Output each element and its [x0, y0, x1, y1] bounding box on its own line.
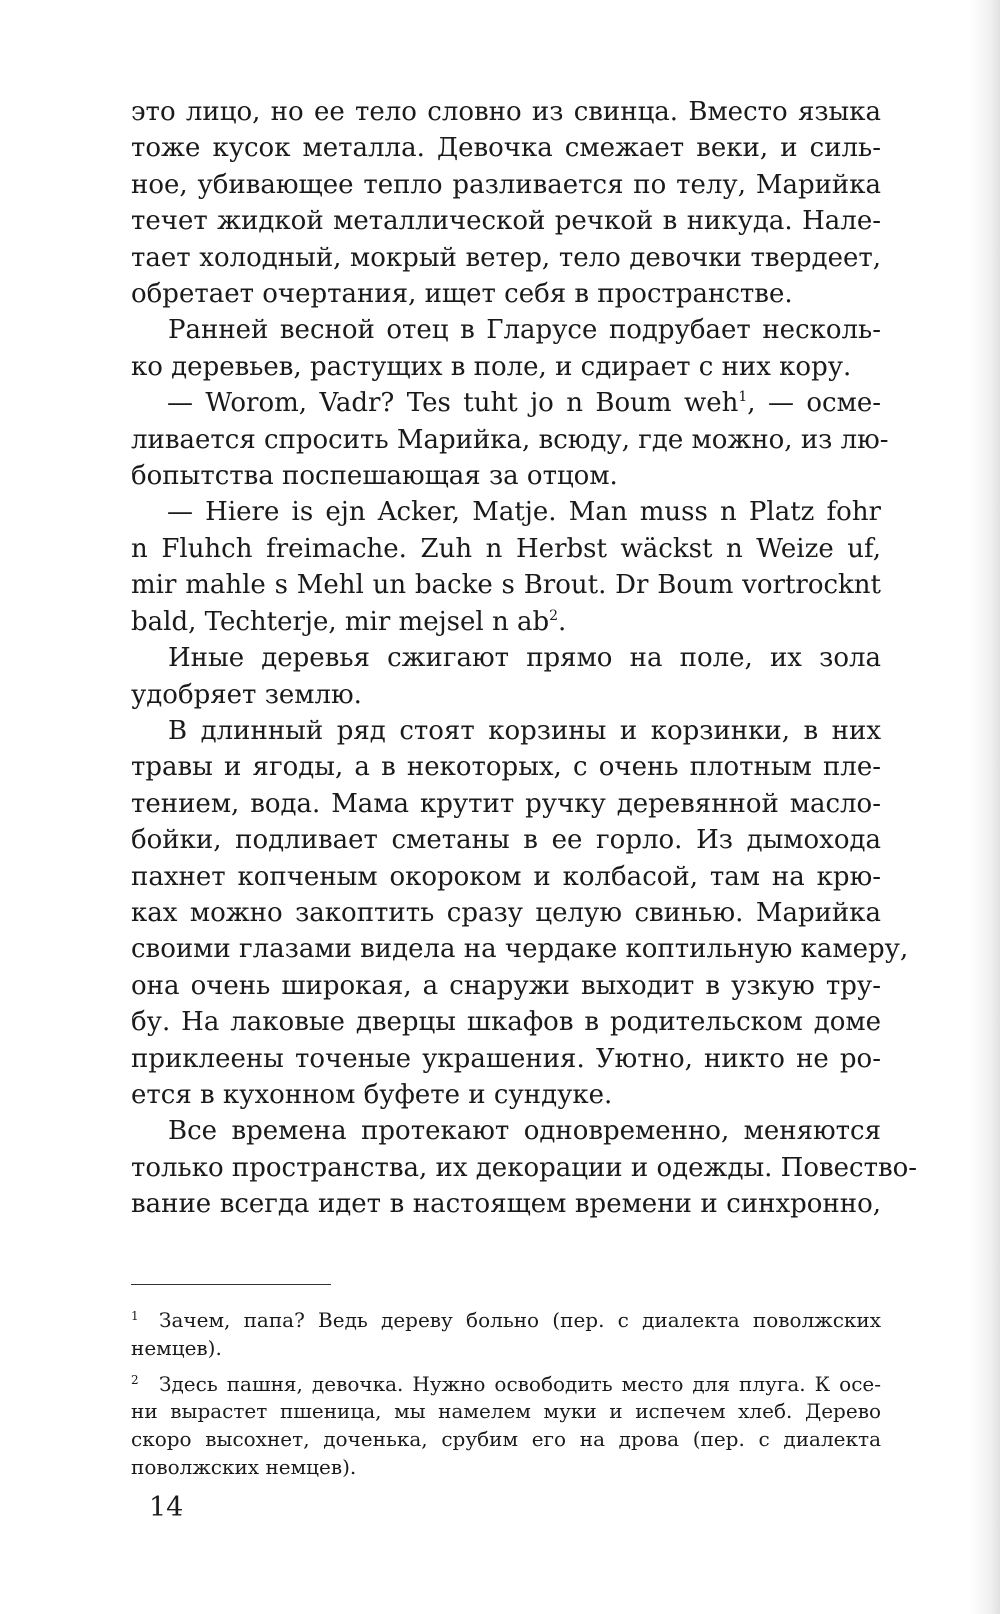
footnote-text: Зачем, папа? Ведь дереву больно (пер. с диалекта поволжских — [159, 1308, 881, 1332]
text-line: ное, убивающее тепло разливается по телу, Марийка — [131, 169, 881, 200]
text-line: бойки, подливает сметаны в ее горло. Из дымохода — [131, 825, 881, 856]
text-line: бу. На лаковые дверцы шкафов в родительском доме — [131, 1007, 881, 1038]
text-line: приклеены точеные украшения. Уютно, никто не ро- — [131, 1043, 881, 1074]
text-line — [131, 385, 881, 421]
footnote-line — [131, 1303, 881, 1335]
footnote-line: скоро высохнет, доченька, срубим его на дрова (пер. с диалекта — [131, 1427, 881, 1452]
footnote-2 — [131, 1367, 881, 1482]
dialogue-text: bald, Techterje, mir mejsel n ab — [131, 606, 550, 637]
text-line: ко деревьев, растущих в поле, и сдирает с них кору. — [131, 351, 852, 382]
footnote-ref-2[interactable]: 2 — [549, 607, 559, 624]
text-line: своими глазами видела на чердаке коптильную камеру, — [131, 934, 909, 965]
text-line: тоже кусок металла. Девочка смежает веки, и силь- — [131, 133, 881, 164]
text-line: удобряет землю. — [131, 679, 362, 710]
footnote-line: немцев). — [131, 1335, 222, 1360]
footnote-ref-1[interactable]: 1 — [738, 389, 748, 406]
text-line: течет жидкой металлической речкой в никуда. Нале- — [131, 206, 881, 237]
text-line: травы и ягоды, а в некоторых, с очень плотным пле- — [131, 752, 881, 783]
paragraph-6 — [131, 713, 909, 1113]
footnote-line: поволжских немцев). — [131, 1454, 357, 1479]
text-line — [131, 604, 881, 640]
text-line: В длинный ряд стоят корзины и корзинки, в них — [168, 715, 881, 746]
text-line: обретает очертания, ищет себя в пространстве. — [131, 279, 793, 310]
text-line: это лицо, но ее тело словно из свинца. Вместо языка — [131, 97, 881, 127]
footnote-text: Здесь пашня, девочка. Нужно освободить место для плуга. К осе- — [159, 1371, 881, 1396]
paragraph-3-dialogue — [131, 385, 889, 494]
text-line: только пространства, их декорации и одежды. Повество- — [131, 1152, 918, 1183]
paragraph-5 — [131, 640, 881, 713]
footnote-1 — [131, 1303, 881, 1363]
dialogue-text: , — осме- — [747, 388, 882, 419]
paragraph-2 — [131, 312, 881, 385]
footnote-divider — [131, 1284, 331, 1285]
paragraph-7 — [131, 1113, 918, 1222]
text-line: вание всегда идет в настоящем времени и синхронно, — [131, 1189, 881, 1220]
text-line: тает холодный, мокрый ветер, тело девочки твердеет, — [131, 242, 881, 273]
text-line: ках можно закоптить сразу целую свинью. Марийка — [131, 897, 881, 928]
dialogue-text: . — [558, 606, 567, 637]
footnote-line: ни вырастет пшеница, мы намелем муки и испечем хлеб. Дерево — [131, 1399, 881, 1424]
footnote-number: 1 — [131, 1309, 139, 1323]
footnote-number: 2 — [131, 1372, 139, 1387]
dialogue-text: — Worom, Vadr? Tes tuht jo n Boum weh — [167, 388, 739, 419]
text-line: Все времена протекают одновременно, меняются — [168, 1116, 881, 1147]
main-text — [131, 94, 918, 1223]
text-line: n Fluhch freimache. Zuh n Herbst wäckst n Weize uf, — [131, 533, 881, 564]
text-line: ливается спросить Марийка, всюду, где можно, из лю- — [131, 424, 889, 455]
page-gutter-shadow — [970, 0, 1000, 1614]
text-line: ется в кухонном буфете и сундуке. — [131, 1079, 613, 1110]
text-line: бопытства поспешающая за отцом. — [131, 461, 618, 492]
paragraph-1 — [131, 94, 881, 312]
footnotes — [131, 1303, 881, 1486]
text-line: — Hiere is ejn Acker, Matje. Man muss n Platz fohr — [167, 497, 881, 528]
text-line: Иные деревья сжигают прямо на поле, их зола — [168, 643, 881, 674]
text-line: тением, вода. Мама крутит ручку деревянной масло- — [131, 788, 881, 819]
paragraph-4-dialogue — [131, 494, 881, 640]
text-line: она очень широкая, а снаружи выходит в узкую тру- — [131, 970, 881, 1001]
footnote-line — [131, 1367, 881, 1399]
text-line: Ранней весной отец в Гларусе подрубает несколь- — [168, 315, 881, 346]
text-line: пахнет копченым окороком и колбасой, там на крю- — [131, 861, 881, 892]
page-number: 14 — [149, 1492, 184, 1523]
text-line: mir mahle s Mehl un backe s Brout. Dr Boum vortrocknt — [131, 570, 881, 601]
